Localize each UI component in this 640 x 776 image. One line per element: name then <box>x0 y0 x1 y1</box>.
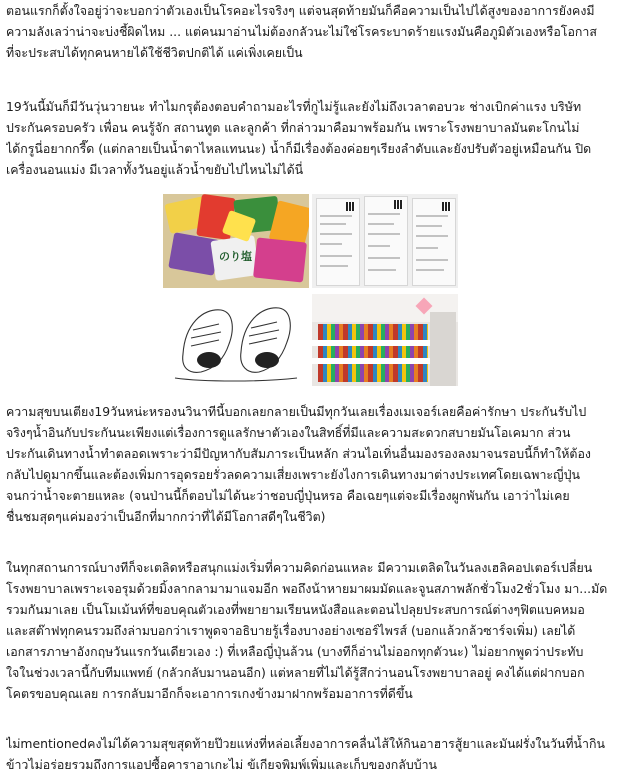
text-line: ที่จะประสบได้ทุกคนหายได้ใช้ชีวิตปกติได้ แค่เพิ่งเคยเป็น <box>6 45 303 60</box>
text-line: ชื่นชมสุดๆแค่มองว่าเป็นอีกที่มากกว่าที่ได้มีโอกาสดีๆในชีวิต) <box>6 509 326 524</box>
text-line: ความสุขบนเตียง19วันหน่ะหรองนวินาทีนี้บอกเลยกลายเป็นมีทุกวันเลยเรื่องเมเจอร์เลยคือค่ารักษา ประกันรับไป <box>6 404 587 419</box>
text-line: โคตรขอบคุณเลย การกลับมาอีกก็จะเอาการเกงข้างมาฝากพร้อมอาการที่ดีขึ้น <box>6 686 413 701</box>
receipt-lines <box>312 194 458 288</box>
receipts-photo <box>312 194 458 288</box>
text-line: ประกันเดินทางน้ำทำตลอดเพราะว่ามีปัญหากับสัมภาระเป็นหลัก ส่วนไอเทิ่นอื่นมองรองลงมาจนรอบนี้ก็ทำให้ต้อง <box>6 446 591 461</box>
text-line: ความลังเลว่าน่าจะบ่งชี้ผิดไหม ... แต่คนมาอ่านไม่ต้องกลัวนะไม่ใช่โรคระบาดร้ายแรงมันคือภูมิตัวเองหรือโอกาส <box>6 24 597 39</box>
text-line: เครื่องนอนแม่ง มีเวลาทั้งวันอยู่แล้วน้ำขยับไปไหนไม่ได้นี่ <box>6 162 304 177</box>
snacks-photo <box>163 194 309 288</box>
text-line: ข้าวไม่อร่อยรวมถึงการแอปซื้อคาราอาเกะไม่ ข้เกียจพิมพ์เพิ่มและเก็บของกลับบ้าน <box>6 757 438 772</box>
text-line: รวมกันมาเลย เป็นโมเม้นท์ที่ขอบคุณตัวเองที่พยายามเรียนหนังสือและตอนไปลุยประสบการณ์ต่างๆฟิตแบคหมอ <box>6 602 585 617</box>
sneaker-drawing <box>163 294 309 386</box>
text-line: ใจในช่วงเวลานี้กับทีมแพทย์ (กลัวกลับมานอนอีก) แต่หลายที่ไม่ได้รู้สึกว่านอนโรงพยาบาลอยู่ คงได้แต่ฝากบอก <box>6 665 585 680</box>
text-line: ไม่mentionedคงไม่ได้ความสุขสุดท้ายป๊วยแห่งที่หล่อเลี้ยงอาการคลื่นไส้ให้กินอาฮารสู้ยาและมันฝรั่งในวันที่น้ำกิน <box>6 736 605 751</box>
store-shelves-photo <box>312 294 458 386</box>
paragraph-3 <box>6 401 634 527</box>
snack-label: のり塩 <box>219 250 252 263</box>
paragraph-2 <box>6 96 634 180</box>
text-line: ตอนแรกก็ตั้งใจอยู่ว่าจะบอกว่าตัวเองเป็นโรคอะไรจริงๆ แต่จนสุดท้ายมันก็คือความเป็นไปได้สูงของอาการยังคงมี <box>6 3 595 18</box>
text-line: ในทุกสถานการณ์บางทีก็จะเตลิดหรือสนุกแม่งเริ่มที่ความคิดก่อนแหละ มีความเตลิดในวันลงเฮลิคอปเตอร์เปลี่ยน <box>6 560 593 575</box>
text-line: ประกันครอบครัว เพื่อน คนรู้จัก สถานทูต และลูกค้า ที่กล่าวมาคือมาพร้อมกัน เพราะโรงพยาบาลมันตะโกนไม่ <box>6 120 580 135</box>
paragraph-4 <box>6 557 634 704</box>
text-line: จนกว่าน้ำจะตายแหละ (จนป่านนี้ก็ตอบไม่ได้นะว่าชอบญี่ปุ่นหรอ คือเฉยๆแต่จะมีเรื่องผูกพันกัน เอาว่าไม่เคย <box>6 488 570 503</box>
text-line: 19วันนี้มันก็มีวันวุ่นวายนะ ทำไมกรุต้องตอบคำถามอะไรที่กูไม่รู้และยังไม่ถึงเวลาตอบวะ ช่างเบิกค่าแรง บริษัท <box>6 99 582 114</box>
paragraph-5 <box>6 733 634 775</box>
text-line: และสต๊าฟทุกคนรวมถึงล่ามบอกว่าเราพูดจาอธิบายรู้เรื่องบางอย่างเซอร์ไพรส์ (บอกแล้วกล้วซาร์จเพิ่ม) เลยได้ <box>6 623 576 638</box>
text-line: จริงๆน้ำอินกับประกันนะเพียงแต่เรื่องการดูแลรักษาตัวเองในสิทธิ์ที่มีและความสะดวกสบายมันโอเคมาก ส่วน <box>6 425 571 440</box>
text-line: กลับไปดูมากขึ้นและต้องเพิ่มการอุดรอยรั่วลดความเสี่ยงเพราะยังไงการเดินทางมาต่างประเทศโดยเฉพาะญี่ปุ่น <box>6 467 580 482</box>
paragraph-1 <box>6 0 634 63</box>
shoes-sketch <box>163 294 309 386</box>
text-line: ได้กรูนี่อยากกรี๊ด (แต่กลายเป็นน้ำตาไหลแทนนะ) น้ำก็มีเรื่องต้องค่อยๆเรียงลำดับและยังปรับตัวอยู่เหมือนกัน ปิด <box>6 141 592 156</box>
text-line: โรงพยาบาลเพราะเจอรุมด้วยมิ้งลากลามามาแจมอีก พอถึงน้าหายมาผมมัดและจูนสภาพลักชั่วโมง2ชั่วโมง มา...มัด <box>6 581 608 596</box>
text-line: เอกสารภาษาอังกฤษวันแรกวันเดียวเอง :) ที่เหลือญี่ปุ่นล้วน (บางทีก็อ่านไม่ออกทุกตัวนะ) ไม่อยากพูดว่าประทับ <box>6 644 584 659</box>
